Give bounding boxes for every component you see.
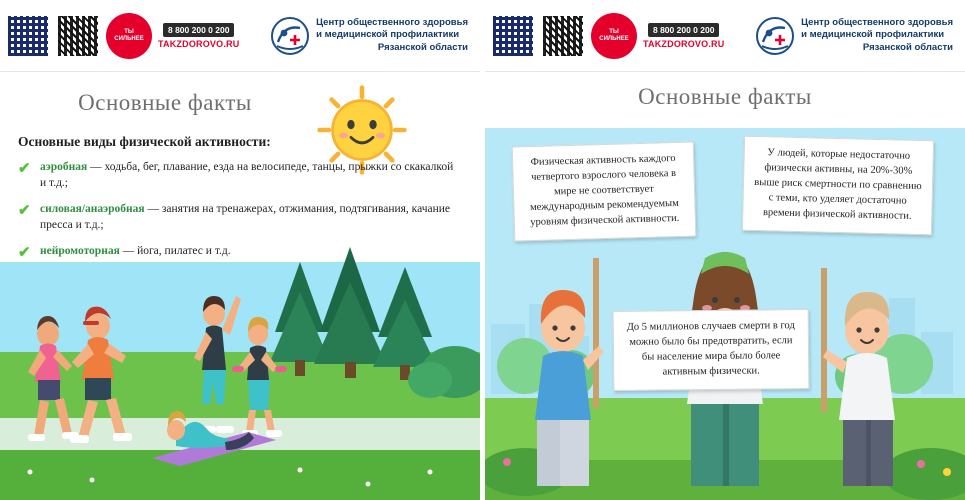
grass-foreground <box>0 448 480 500</box>
qr-code-icon <box>56 14 100 58</box>
center-name-line2: и медицинской профилактики <box>801 29 945 41</box>
hotline-block <box>643 23 724 49</box>
left-panel <box>0 0 480 500</box>
takzdorovo-logo-label: ТЫ СИЛЬНЕЕ <box>599 29 629 42</box>
hotline-block <box>158 23 239 49</box>
check-icon: ✔ <box>18 202 31 220</box>
list-item-term: нейромоторная <box>40 245 120 258</box>
list-item <box>18 160 458 191</box>
sign-pole <box>593 258 599 408</box>
header-bar-right <box>485 0 965 72</box>
fact-sign: У людей, которые недостаточно физически активны, на 20%-30% выше риск смертности по сравнению с теми, кто уделяет достаточно времени физической активности. <box>742 136 934 235</box>
left-panel-body <box>0 72 480 500</box>
fact-sign: Физическая активность каждого четвертого взрослого человека в мире не соответствует международным рекомендуемым уровням физической активности. <box>512 141 697 241</box>
hotline-site: TAKZDOROVO.RU <box>643 38 725 49</box>
right-panel <box>485 0 965 500</box>
center-name-line2: и медицинской профилактики <box>316 29 460 41</box>
list-item-term: силовая/анаэробная <box>40 203 145 216</box>
check-icon: ✔ <box>18 244 31 262</box>
takzdorovo-logo <box>106 13 152 59</box>
hotline-number: 8 800 200 0 200 <box>648 23 719 37</box>
qr-code-icon <box>491 14 535 58</box>
medical-emblem-icon <box>270 16 310 56</box>
right-panel-body <box>485 72 965 500</box>
center-name-line3: Рязанской области <box>862 41 953 53</box>
hotline-number: 8 800 200 0 200 <box>163 23 234 37</box>
list-item-term: аэробная <box>40 161 88 173</box>
center-logo-block <box>270 16 468 56</box>
tree <box>314 247 386 378</box>
takzdorovo-logo-label: ТЫ СИЛЬНЕЕ <box>114 29 144 42</box>
sign-pole <box>821 268 827 412</box>
right-page-title: Основные факты <box>638 84 812 109</box>
qr-code-icon <box>6 14 50 58</box>
center-logo-block <box>755 16 953 56</box>
list-item-text <box>40 160 458 191</box>
fact-sign: До 5 миллионов случаев смерти в год можно было бы предотвратить, если бы население мира было более активным физически. <box>613 309 810 391</box>
left-subtitle: Основные виды физической активности: <box>18 134 271 149</box>
hotline-site: TAKZDOROVO.RU <box>158 38 240 49</box>
header-bar-left <box>0 0 480 72</box>
list-item-desc: — ходьба, бег, плавание, езда на велосипеде, танцы, прыжки со скакалкой и т.д.; <box>40 161 454 189</box>
takzdorovo-logo <box>591 13 637 59</box>
qr-code-icon <box>541 14 585 58</box>
center-name <box>316 17 468 54</box>
left-page-title: Основные факты <box>78 90 252 115</box>
check-icon: ✔ <box>18 160 31 177</box>
park-scene-illustration <box>0 222 480 500</box>
list-item-desc: — йога, пилатес и т.д. <box>119 245 231 258</box>
center-name-line3: Рязанской области <box>377 41 468 53</box>
medical-emblem-icon <box>755 16 795 56</box>
list-item-desc: — занятия на тренажерах, отжимания, подтягивания, качание пресса и т.д.; <box>40 203 451 231</box>
center-name <box>801 17 953 54</box>
center-name-line1: Центр общественного здоровья <box>801 16 953 28</box>
center-name-line1: Центр общественного здоровья <box>316 16 468 28</box>
